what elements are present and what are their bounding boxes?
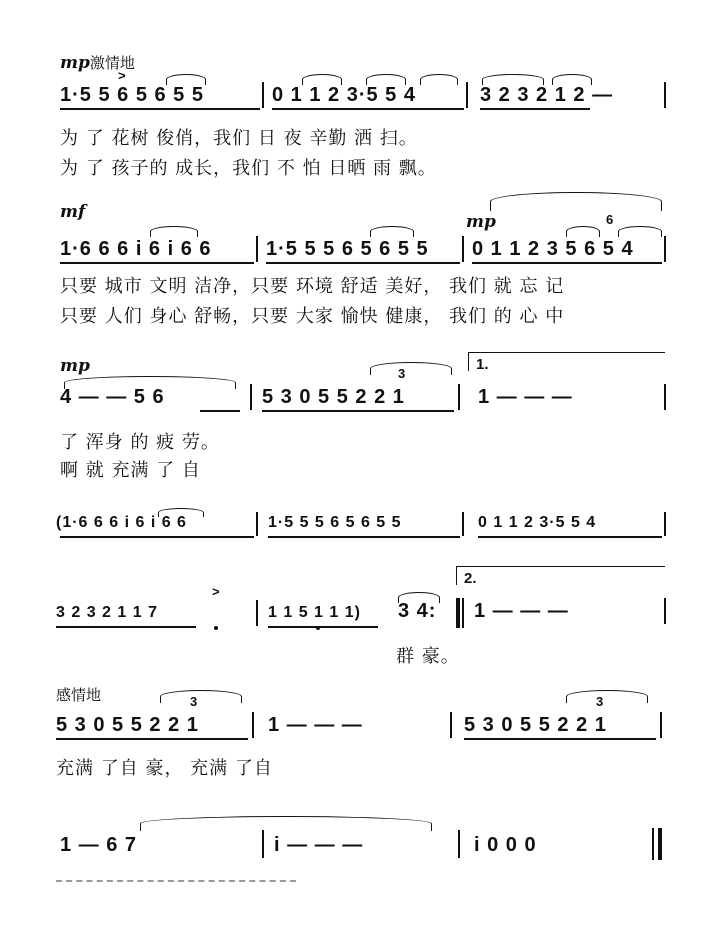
measure-notes: 3 2 3 2 1 2 —	[480, 84, 614, 106]
bar-line	[458, 830, 460, 858]
bar-line	[262, 82, 264, 108]
dynamic-mark: mf	[60, 202, 86, 222]
volta-number: 2.	[464, 570, 477, 587]
phrase-slur	[490, 192, 662, 211]
bar-line	[262, 830, 264, 858]
beam	[60, 536, 254, 538]
phrase-slur	[140, 816, 432, 831]
bar-line	[664, 598, 666, 624]
measure-notes: (1·6 6 6 i 6 i 6 6	[56, 514, 187, 531]
beam	[272, 108, 464, 110]
triplet-mark: 3	[190, 694, 198, 709]
bar-line	[256, 512, 258, 536]
measure-notes: 0 1 1 2 3·5 5 4	[478, 514, 597, 531]
final-bar-line	[652, 828, 654, 860]
measure-notes: 1·5 5 5 6 5 6 5 5	[268, 514, 402, 531]
lyric-line: 为 了 花树 俊俏，我们 日 夜 辛勤 洒 扫。	[60, 128, 418, 149]
lyric-line: 只要 城市 文明 洁净，只要 环境 舒适 美好， 我们 就 忘 记	[60, 276, 565, 297]
dynamic-mark: mp	[60, 356, 90, 376]
volta-number: 1.	[476, 356, 489, 373]
slur	[420, 74, 458, 85]
beam	[268, 626, 378, 628]
measure-notes: 4 — — 5 6	[60, 386, 165, 408]
beam	[262, 410, 454, 412]
beam	[478, 536, 662, 538]
beam	[266, 262, 460, 264]
lyric-line: 啊 就 充满 了 自	[60, 460, 201, 481]
lyric-line: 群 豪。	[396, 646, 460, 667]
dynamic-mark: mp激情地	[60, 53, 135, 73]
beam	[60, 262, 254, 264]
accent-mark: >	[212, 584, 221, 599]
measure-notes: 1·5 5 6 5 6 5 5	[60, 84, 204, 106]
bar-line	[458, 384, 460, 410]
beam	[60, 108, 260, 110]
bar-line	[252, 712, 254, 738]
measure-notes: 1 — — —	[268, 714, 363, 736]
phrase-slur	[370, 362, 452, 375]
dynamic-mark: mp	[466, 212, 496, 232]
measure-notes: i — — —	[274, 834, 364, 856]
triplet-mark: 3	[596, 694, 604, 709]
phrase-slur	[566, 690, 648, 703]
bar-line	[664, 384, 666, 410]
bar-line	[256, 236, 258, 262]
measure-notes: 1 — — —	[474, 600, 569, 622]
bar-line	[664, 512, 666, 536]
measure-notes: 1 — 6 7	[60, 834, 138, 856]
slur	[150, 226, 198, 237]
beam	[200, 410, 240, 412]
bar-line	[664, 82, 666, 108]
phrase-slur	[160, 690, 242, 703]
grace-note: 6	[606, 212, 614, 227]
measure-notes: 1 — — —	[478, 386, 573, 408]
bar-line	[664, 236, 666, 262]
lyric-line: 只要 人们 身心 舒畅，只要 大家 愉快 健康， 我们 的 心 中	[60, 306, 565, 327]
accent-mark: >	[118, 68, 127, 83]
lower-octave-dot	[214, 626, 218, 630]
expression-mark: 感情地	[56, 686, 102, 704]
bar-line	[462, 236, 464, 262]
measure-notes: 5 3 0 5 5 2 2 1	[262, 386, 405, 408]
beam	[472, 262, 662, 264]
bar-line	[250, 384, 252, 410]
measure-notes: 3 2 3 2 1 1 7	[56, 604, 158, 621]
final-bar-line	[658, 828, 662, 860]
measure-notes: 0 1 1 2 3 5 6 5 4	[472, 238, 634, 260]
lyric-line: 了 浑身 的 疲 劳。	[60, 432, 220, 453]
beam	[464, 738, 656, 740]
bar-line	[256, 600, 258, 626]
measure-notes: 3 4:	[398, 600, 437, 622]
slur	[370, 226, 414, 237]
measure-notes: 1 1 5 1 1 1)	[268, 604, 361, 621]
beam	[56, 626, 196, 628]
measure-notes: i 0 0 0	[474, 834, 537, 856]
lyric-line: 为 了 孩子的 成长，我们 不 怕 日晒 雨 飘。	[60, 158, 437, 179]
bar-line	[450, 712, 452, 738]
beam	[268, 536, 460, 538]
bar-line	[462, 512, 464, 536]
slur	[566, 226, 600, 237]
measure-notes: 1·6 6 6 i 6 i 6 6	[60, 238, 212, 260]
triplet-mark: 3	[398, 366, 406, 381]
bar-line	[466, 82, 468, 108]
volta-bracket	[456, 566, 665, 585]
beam	[56, 738, 248, 740]
volta-bracket	[468, 352, 665, 371]
repeat-bar-line	[456, 598, 460, 628]
lyric-line: 充满 了自 豪， 充满 了自	[56, 758, 273, 779]
repeat-bar-line	[462, 598, 464, 628]
measure-notes: 1·5 5 5 6 5 6 5 5	[266, 238, 429, 260]
measure-notes: 5 3 0 5 5 2 2 1	[464, 714, 607, 736]
bar-line	[660, 712, 662, 738]
measure-notes: 5 3 0 5 5 2 2 1	[56, 714, 199, 736]
measure-notes: 0 1 1 2 3·5 5 4	[272, 84, 416, 106]
beam	[480, 108, 590, 110]
slur	[618, 226, 662, 237]
cropped-lyric-remnant	[56, 880, 296, 890]
